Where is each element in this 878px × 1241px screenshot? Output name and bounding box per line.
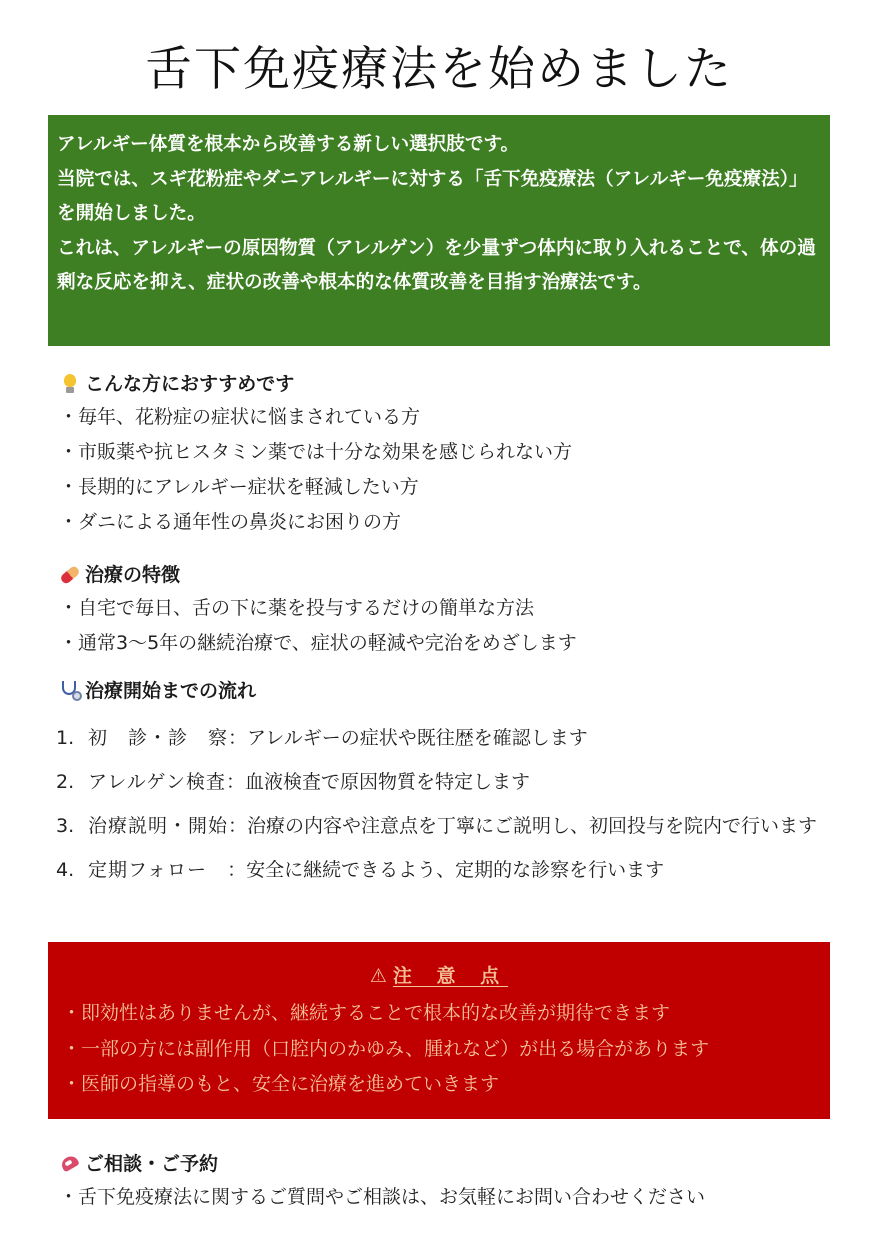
flow-step [56, 848, 826, 892]
intro-paragraph: アレルギー体質を根本から改善する新しい選択肢です。 [57, 134, 520, 155]
contact-heading-text: ご相談・ご予約 [85, 1153, 219, 1175]
flow-heading [59, 677, 256, 705]
list-item: ・自宅で毎日、舌の下に薬を投与するだけの簡単な方法 [59, 597, 535, 619]
step-label: 治療説明・開始 [88, 815, 229, 837]
caution-heading [62, 958, 816, 994]
intro-paragraph: 当院では、スギ花粉症やダニアレルギーに対する「舌下免疫療法（アレルギー免疫療法）」を開始しました。 [57, 168, 808, 224]
page-title: 舌下免疫療法を始めました [145, 42, 733, 97]
flow-step [56, 804, 826, 848]
list-item: ・即効性はありませんが、継続することで根本的な改善が期待できます [62, 1002, 671, 1024]
step-text: ：治療の内容や注意点を丁寧にご説明し、初回投与を院内で行います [228, 815, 818, 837]
recommend-list [59, 400, 572, 540]
lightbulb-icon [59, 373, 81, 395]
flow-step [56, 716, 826, 760]
step-label: アレルゲン検査 [88, 771, 227, 793]
step-number: 4. [56, 859, 75, 881]
list-item: ・長期的にアレルギー症状を軽減したい方 [59, 476, 419, 498]
recommend-heading-text: こんな方におすすめです [85, 373, 295, 395]
phone-icon [59, 1153, 81, 1175]
list-item: ・舌下免疫療法に関するご質問やご相談は、お気軽にお問い合わせください [59, 1186, 706, 1208]
step-number: 2. [56, 771, 75, 793]
list-item: ・ダニによる通年性の鼻炎にお困りの方 [59, 511, 402, 533]
flow-heading-text: 治療開始までの流れ [85, 680, 257, 702]
caution-list [62, 996, 816, 1103]
stethoscope-icon [59, 680, 81, 702]
flow-step [56, 760, 826, 804]
list-item: ・通常3〜5年の継続治療で、症状の軽減や完治をめざします [59, 632, 577, 654]
caution-heading-text: 注 意 点 [392, 965, 509, 987]
step-text: ：血液検査で原因物質を特定します [226, 771, 531, 793]
step-number: 1. [56, 727, 75, 749]
features-heading [59, 561, 180, 589]
intro-paragraph: これは、アレルギーの原因物質（アレルゲン）を少量ずつ体内に取り入れることで、体の過剰な反応を抑え、症状の改善や根本的な体質改善を目指す治療法です。 [57, 237, 816, 293]
contact-list [59, 1180, 705, 1215]
caution-box [48, 942, 830, 1119]
step-text: ：アレルギーの症状や既往歴を確認します [228, 727, 588, 749]
intro-box [48, 115, 830, 346]
step-label: 定期フォロー [88, 859, 228, 881]
step-label: 初 診・診 察 [88, 727, 229, 749]
pill-icon [59, 564, 81, 586]
list-item: ・市販薬や抗ヒスタミン薬では十分な効果を感じられない方 [59, 441, 573, 463]
flow-steps [56, 716, 826, 892]
recommend-heading [59, 370, 294, 398]
step-text: ：安全に継続できるよう、定期的な診察を行います [227, 859, 665, 881]
step-number: 3. [56, 815, 75, 837]
list-item: ・一部の方には副作用（口腔内のかゆみ、腫れなど）が出る場合があります [62, 1037, 710, 1060]
features-heading-text: 治療の特徴 [85, 564, 181, 586]
list-item: ・毎年、花粉症の症状に悩まされている方 [59, 406, 421, 428]
warning-icon: ⚠ [369, 965, 387, 987]
features-list [59, 591, 577, 661]
list-item: ・医師の指導のもと、安全に治療を進めていきます [62, 1073, 500, 1095]
contact-heading [59, 1150, 218, 1178]
